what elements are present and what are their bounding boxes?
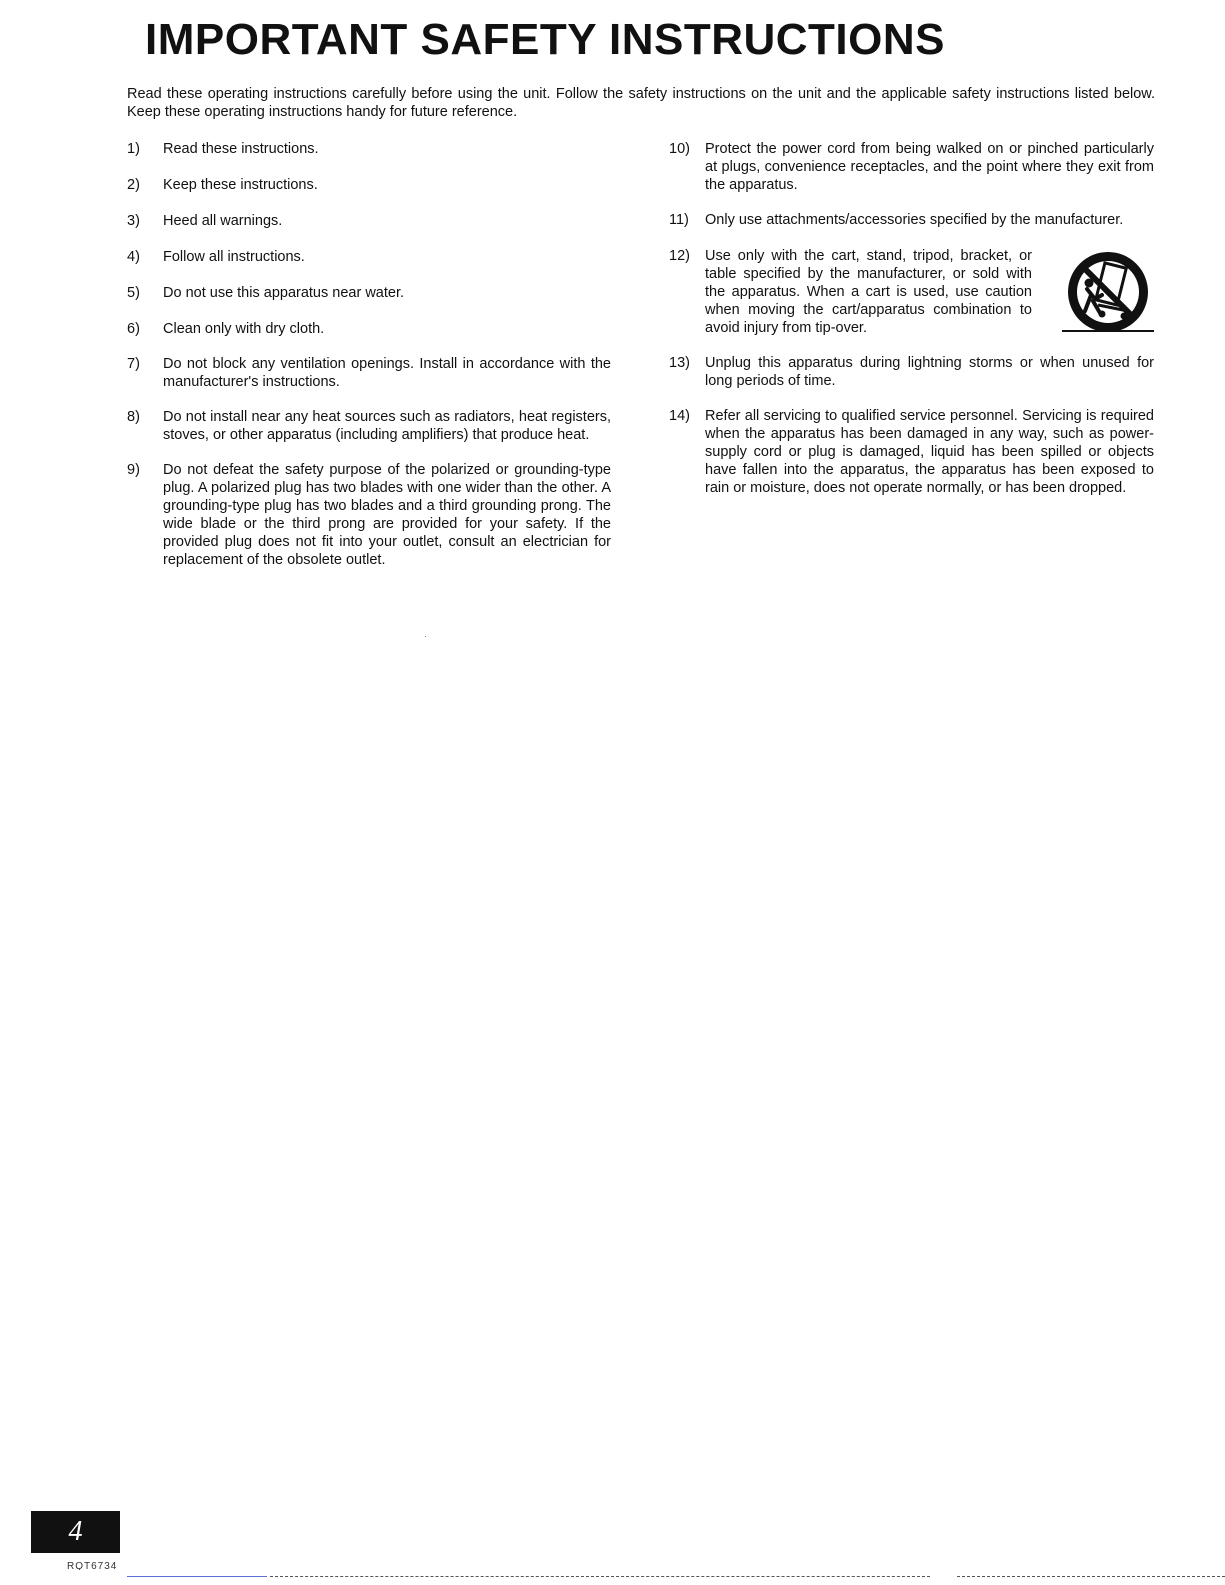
item-text: Protect the power cord from being walked on or pinched particularly at plugs, convenience receptacles, and the point where they exit from the apparatus.	[705, 141, 1154, 193]
item-text: Clean only with dry cloth.	[163, 321, 325, 337]
page-title: IMPORTANT SAFETY INSTRUCTIONS	[145, 15, 945, 64]
item-text: Refer all servicing to qualified service personnel. Servicing is required when the apparatus has been damaged in any way, such as power-supply cord or plug is damaged, liquid has been spilled or objects have fallen into the apparatus, the apparatus has been exposed to rain or moisture, does not operate normally, or has been dropped.	[705, 408, 1154, 496]
stray-dot	[425, 636, 426, 637]
instruction-item-8	[127, 408, 611, 444]
instruction-item-10	[669, 140, 1154, 194]
item-number: 10)	[669, 141, 690, 157]
instruction-item-13	[669, 354, 1154, 390]
item-number: 9)	[127, 462, 140, 478]
instruction-item-6	[127, 320, 611, 338]
instruction-item-7	[127, 355, 611, 391]
footer-rule	[270, 1576, 930, 1577]
document-code: RQT6734	[67, 1561, 118, 1570]
item-number: 6)	[127, 321, 140, 337]
item-text: Only use attachments/accessories specified by the manufacturer.	[705, 212, 1124, 228]
item-text: Do not install near any heat sources such as radiators, heat registers, stoves, or other apparatus (including amplifiers) that produce heat.	[163, 409, 611, 443]
instruction-item-3	[127, 212, 611, 230]
item-number: 14)	[669, 408, 690, 424]
item-number: 13)	[669, 355, 690, 371]
instruction-item-9	[127, 461, 611, 569]
instructions-left-column	[127, 140, 611, 569]
instruction-item-14	[669, 407, 1154, 497]
item-number: 4)	[127, 249, 140, 265]
instruction-item-2	[127, 176, 611, 194]
instruction-item-5	[127, 284, 611, 302]
item-text: Do not defeat the safety purpose of the polarized or grounding-type plug. A polarized plug has two blades with one wider than the other. A grounding-type plug has two blades and a third grounding prong. The wide blade or the third prong are provided for your safety. If the provided plug does not fit into your outlet, consult an electrician for replacement of the obsolete outlet.	[163, 462, 611, 568]
instruction-item-1	[127, 140, 611, 158]
page-number: 4	[31, 1511, 120, 1553]
item-number: 1)	[127, 141, 140, 157]
footer-rule	[127, 1576, 267, 1577]
item-number: 2)	[127, 177, 140, 193]
item-text: Do not use this apparatus near water.	[163, 285, 405, 301]
item-number: 11)	[669, 212, 689, 228]
item-text: Read these instructions.	[163, 141, 319, 157]
footer-rule	[957, 1576, 1225, 1577]
item-text: Use only with the cart, stand, tripod, bracket, or table specified by the manufacturer, or sold with the apparatus. When a cart is used, use caution when moving the cart/apparatus combination to avoid injury from tip-over.	[705, 248, 1032, 336]
item-text: Heed all warnings.	[163, 213, 283, 229]
item-number: 8)	[127, 409, 140, 425]
cart-tip-over-warning-icon	[1046, 247, 1154, 337]
intro-paragraph: Read these operating instructions carefully before using the unit. Follow the safety instructions on the unit and the applicable safety instructions listed below. Keep these operating instructions handy for future reference.	[127, 86, 1155, 120]
item-text: Keep these instructions.	[163, 177, 318, 193]
item-number: 7)	[127, 356, 140, 372]
instruction-item-4	[127, 248, 611, 266]
instruction-item-11	[669, 211, 1154, 229]
instructions-right-column	[669, 140, 1154, 497]
item-number: 5)	[127, 285, 140, 301]
instruction-item-12	[669, 247, 1154, 337]
item-text: Follow all instructions.	[163, 249, 305, 265]
item-text: Do not block any ventilation openings. Install in accordance with the manufacturer's instructions.	[163, 356, 611, 390]
item-number: 3)	[127, 213, 140, 229]
item-text: Unplug this apparatus during lightning storms or when unused for long periods of time.	[705, 355, 1154, 389]
item-number: 12)	[669, 248, 690, 264]
